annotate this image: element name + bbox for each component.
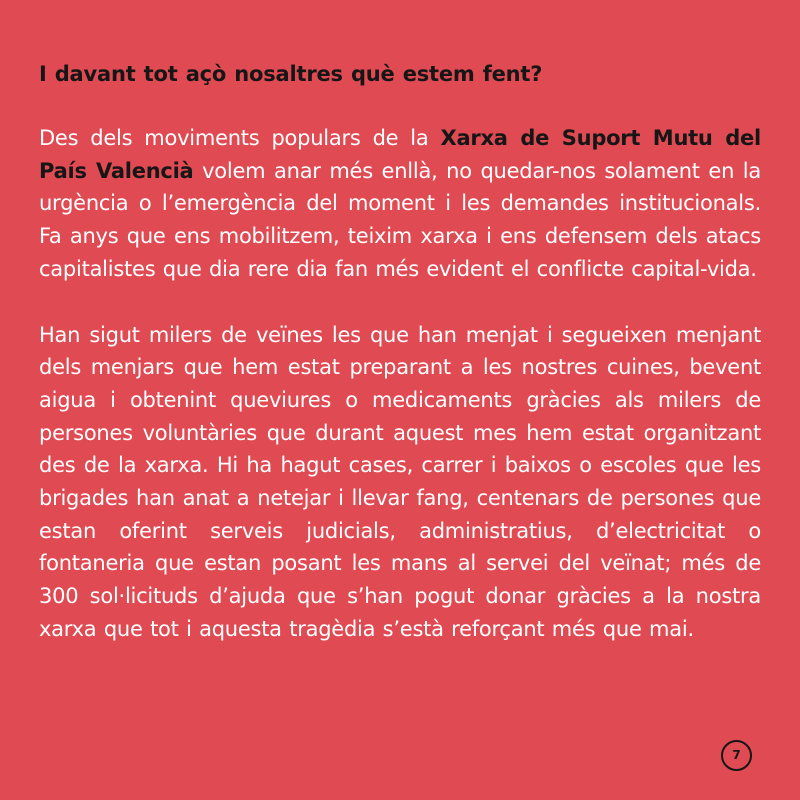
network-name-highlight: Xarxa de Suport Mutu del País Valencià bbox=[39, 126, 761, 183]
intro-paragraph bbox=[39, 122, 761, 286]
support-paragraph: Han sigut milers de veïnes les que han menjat i segueixen menjant dels menjars que hem estat preparant a les nostres cuines, bevent aigua i obtenint queviures o medicaments gràcies als milers de persones voluntàries que durant aquest mes hem estat organitzant des de la xarxa. Hi ha hagut cases, carrer i baixos o escoles que les brigades han anat a netejar i llevar fang, centenars de persones que estan oferint serveis judicials, administratius, d’electricitat o fontaneria que estan posant les mans al servei del veïnat; més de 300 sol·licituds d’ajuda que s’han pogut donar gràcies a la nostra xarxa que tot i aquesta tragèdia s’està reforçant més que mai. bbox=[39, 322, 761, 641]
page-number-badge: 7 bbox=[721, 740, 752, 771]
intro-paragraph-suffix: volem anar més enllà, no quedar-nos solament en la urgència o l’emergència del moment i les demandes institucionals. Fa anys que ens mobilitzem, teixim xarxa i ens defensem dels atacs capitalistes que dia rere dia fan més evident el conflicte capital-vida. bbox=[39, 158, 761, 281]
section-heading: I davant tot açò nosaltres què estem fent? bbox=[39, 62, 543, 86]
document-page bbox=[39, 58, 761, 646]
intro-paragraph-prefix: Des dels moviments populars de la bbox=[39, 126, 441, 150]
